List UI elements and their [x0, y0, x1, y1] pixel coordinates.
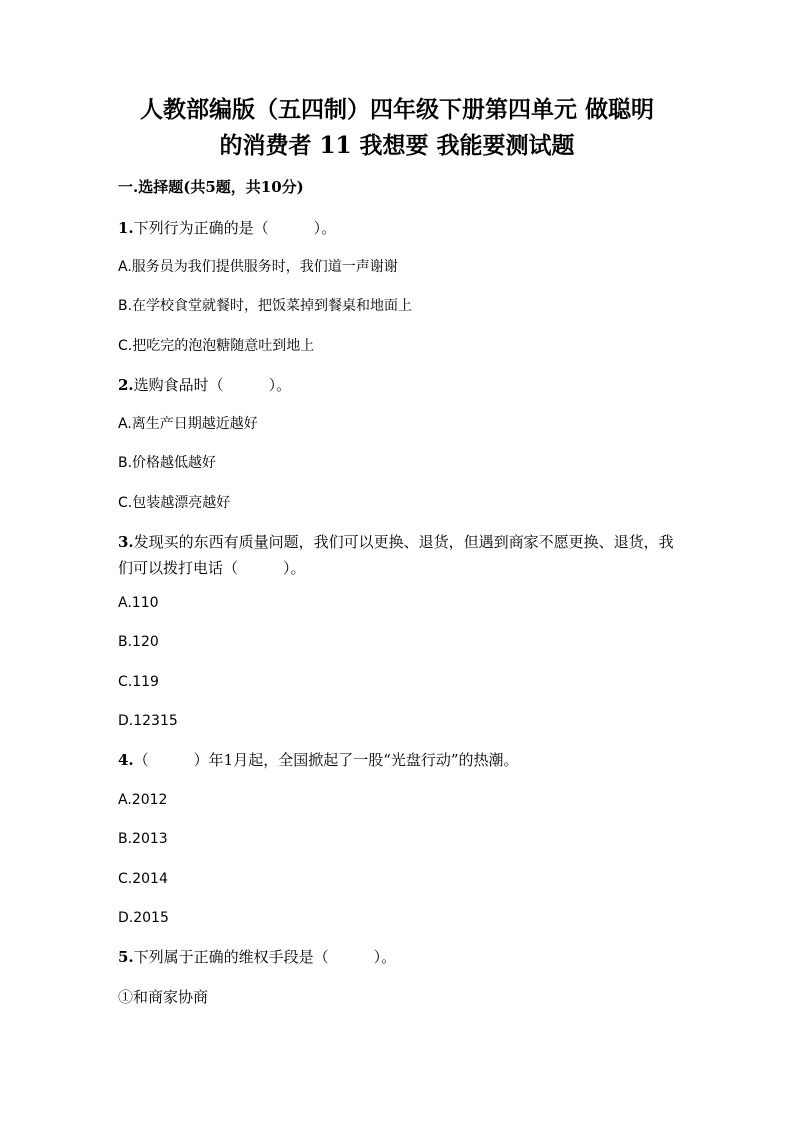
question-1-option-b: B.在学校食堂就餐时，把饭菜掉到餐桌和地面上 — [118, 298, 413, 314]
question-2-number: 2. — [118, 376, 134, 394]
question-3-option-d: D.12315 — [118, 713, 178, 729]
question-2-option-c: C.包装越漂亮越好 — [118, 495, 231, 511]
document-title-line-1: 人教部编版（五四制）四年级下册第四单元 做聪明 — [139, 96, 654, 123]
question-5-number: 5. — [118, 948, 134, 966]
question-1-number: 1. — [118, 219, 134, 237]
question-4-stem: （ ）年1月起，全国掀起了一股“光盘行动”的热潮。 — [133, 751, 519, 769]
question-2-stem: 选购食品时（ ）。 — [133, 376, 292, 394]
document-title-line-2: 的消费者 11 我想要 我能要测试题 — [219, 132, 575, 159]
question-1-stem: 下列行为正确的是（ ）。 — [133, 219, 337, 237]
question-1 — [118, 217, 336, 239]
question-3-stem: 发现买的东西有质量问题，我们可以更换、退货，但遇到商家不愿更换、退货，我们可以拨打电话（ ）。 — [118, 533, 674, 577]
document-title — [110, 92, 684, 164]
question-3 — [118, 529, 678, 581]
question-5 — [118, 946, 396, 968]
question-4 — [118, 749, 519, 771]
question-2 — [118, 374, 291, 396]
question-1-option-c: C.把吃完的泡泡糖随意吐到地上 — [118, 338, 315, 354]
question-4-number: 4. — [118, 751, 134, 769]
question-2-option-b: B.价格越低越好 — [118, 455, 217, 471]
section-heading: 一.选择题(共5题，共10分) — [118, 178, 304, 196]
question-5-option-1: ①和商家协商 — [118, 988, 209, 1006]
question-3-option-b: B.120 — [118, 634, 159, 650]
question-3-number: 3. — [118, 533, 134, 551]
question-2-option-a: A.离生产日期越近越好 — [118, 416, 258, 432]
question-5-stem: 下列属于正确的维权手段是（ ）。 — [133, 948, 397, 966]
question-4-option-d: D.2015 — [118, 910, 169, 926]
question-1-option-a: A.服务员为我们提供服务时，我们道一声谢谢 — [118, 259, 398, 275]
question-3-option-a: A.110 — [118, 595, 159, 611]
question-4-option-a: A.2012 — [118, 792, 168, 808]
question-4-option-b: B.2013 — [118, 831, 168, 847]
question-3-option-c: C.119 — [118, 674, 159, 690]
question-4-option-c: C.2014 — [118, 871, 168, 887]
